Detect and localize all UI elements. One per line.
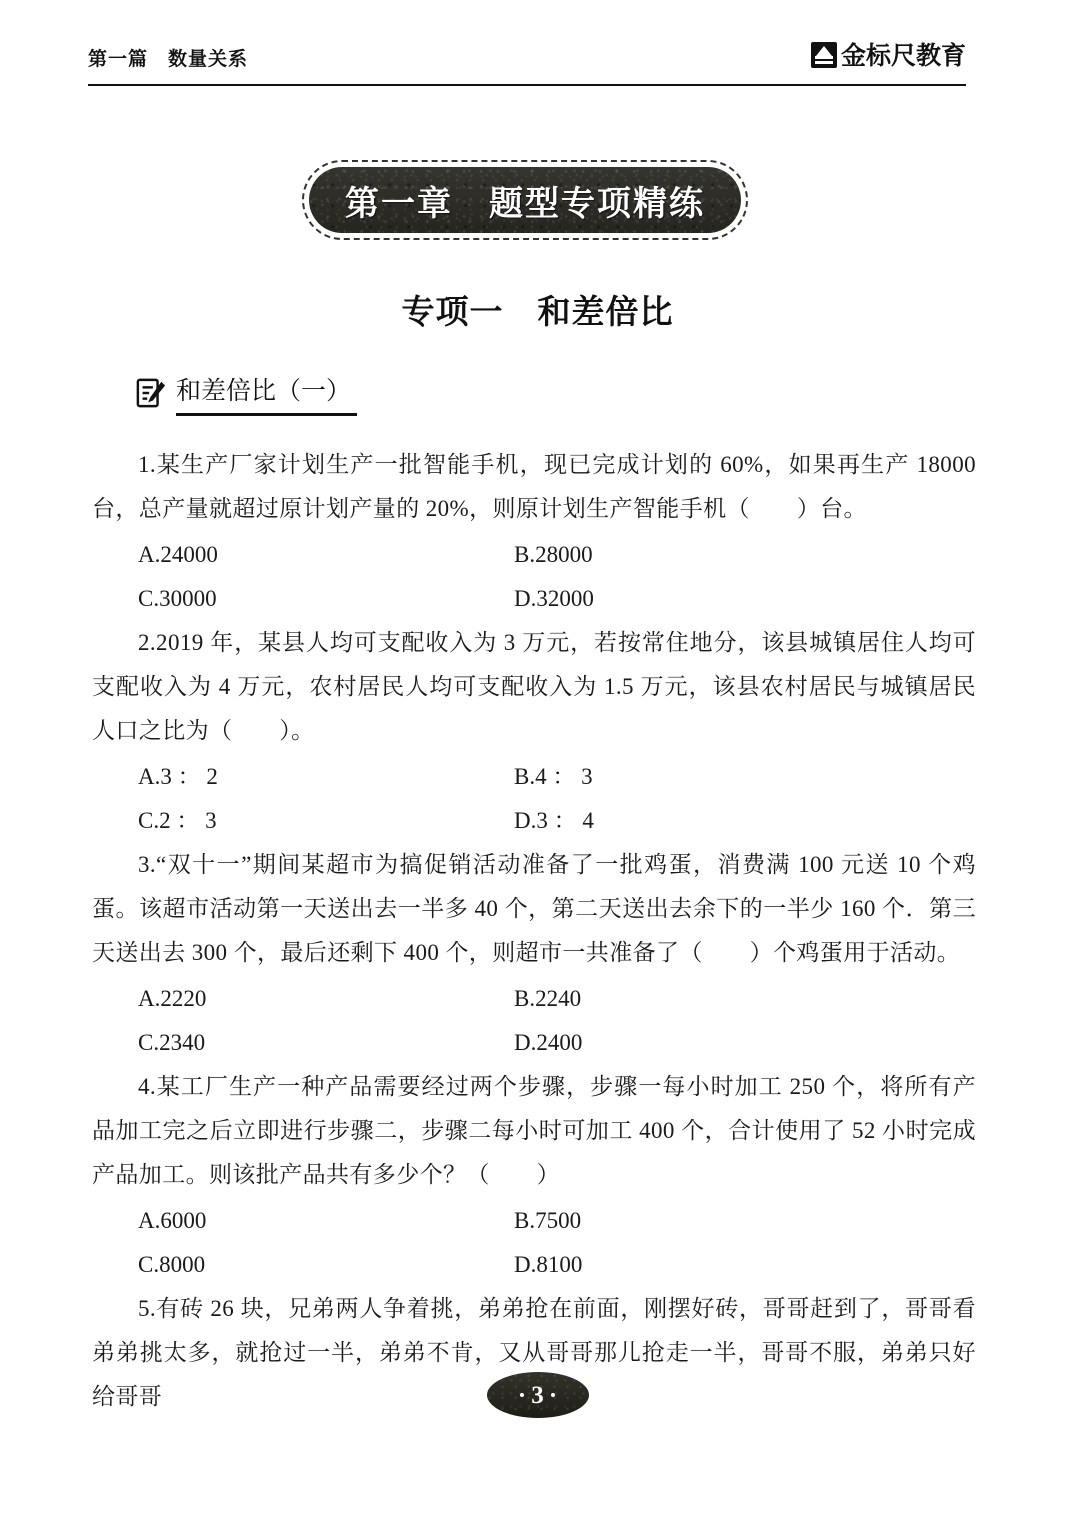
- option-d[interactable]: D.3 ： 4: [514, 808, 594, 833]
- chapter-banner-fill: [309, 167, 741, 233]
- page-dot-right: [551, 1393, 555, 1397]
- option-row: [92, 533, 976, 577]
- page-number: 3: [531, 1381, 544, 1409]
- option-b[interactable]: B.7500: [514, 1208, 582, 1233]
- note-pen-icon: [136, 377, 166, 409]
- option-d[interactable]: D.32000: [514, 586, 594, 611]
- running-header-title: 第一篇 数量关系: [88, 48, 249, 70]
- option-b[interactable]: B.4 ： 3: [514, 764, 593, 789]
- option-c[interactable]: C.2 ： 3: [138, 808, 217, 833]
- page-number-badge: [487, 1372, 589, 1418]
- question-text: 2.2019 年，某县人均可支配收入为 3 万元，若按常住地分，该县城镇居住人均可支配收入为 4 万元，农村居民人均可支配收入为 1.5 万元，该县农村居民与城镇居民人口之比为（ ）。: [92, 630, 976, 743]
- question-text: 3.“双十一”期间某超市为搞促销活动准备了一批鸡蛋，消费满 100 元送 10 个鸡蛋。该超市活动第一天送出去一半多 40 个，第二天送出去余下的一半少 160 个．第三天送出去 300 个，最后还剩下 400 个，则超市一共准备了（ ）个鸡蛋用于活动。: [92, 852, 976, 965]
- question-text: 4.某工厂生产一种产品需要经过两个步骤，步骤一每小时加工 250 个，将所有产品加工完之后立即进行步骤二，步骤二每小时可加工 400 个，合计使用了 52 小时完成产品加工。则该批产品共有多少个？（ ）: [92, 1074, 976, 1187]
- chapter-banner: [302, 160, 748, 240]
- option-group: [92, 533, 976, 577]
- option-group: [92, 1243, 976, 1287]
- option-a[interactable]: A.24000: [138, 542, 218, 567]
- option-row: [92, 799, 976, 843]
- option-row: [92, 977, 976, 1021]
- question-list: [92, 443, 976, 1421]
- option-b[interactable]: B.2240: [514, 986, 582, 1011]
- option-row: [92, 577, 976, 621]
- option-c[interactable]: C.8000: [138, 1252, 206, 1277]
- option-row: [92, 1021, 976, 1065]
- chapter-title: 第一章 题型专项精练: [345, 183, 705, 224]
- section-title: 专项一 和差倍比: [401, 292, 674, 331]
- option-group: [92, 1021, 976, 1065]
- option-group: [92, 755, 976, 799]
- header-divider: [88, 84, 966, 86]
- subsection-heading: [136, 375, 357, 416]
- option-group: [92, 1199, 976, 1243]
- option-group: [92, 577, 976, 621]
- option-c[interactable]: C.2340: [138, 1030, 206, 1055]
- brand-name: 金标尺教育: [840, 40, 966, 70]
- option-row: [92, 755, 976, 799]
- option-row: [92, 1243, 976, 1287]
- option-a[interactable]: A.3 ： 2: [138, 764, 218, 789]
- option-group: [92, 977, 976, 1021]
- option-a[interactable]: A.6000: [138, 1208, 207, 1233]
- question-text: 5.有砖 26 块，兄弟两人争着挑，弟弟抢在前面，刚摆好砖，哥哥赶到了，哥哥看弟弟挑太多，就抢过一半，弟弟不肯，又从哥哥那儿抢走一半，哥哥不服，弟弟只好给哥哥: [92, 1296, 976, 1409]
- option-d[interactable]: D.8100: [514, 1252, 583, 1277]
- option-b[interactable]: B.28000: [514, 542, 593, 567]
- option-row: [92, 1199, 976, 1243]
- option-c[interactable]: C.30000: [138, 586, 217, 611]
- question-text: 1.某生产厂家计划生产一批智能手机，现已完成计划的 60%，如果再生产 18000 台，总产量就超过原计划产量的 20%，则原计划生产智能手机（ ）台。: [92, 452, 976, 521]
- option-d[interactable]: D.2400: [514, 1030, 583, 1055]
- subsection-label: 和差倍比（一）: [176, 375, 357, 416]
- mountain-emblem-icon: [811, 42, 837, 68]
- option-group: [92, 799, 976, 843]
- page-dot-left: [520, 1393, 524, 1397]
- option-a[interactable]: A.2220: [138, 986, 207, 1011]
- brand-logo: [811, 42, 966, 68]
